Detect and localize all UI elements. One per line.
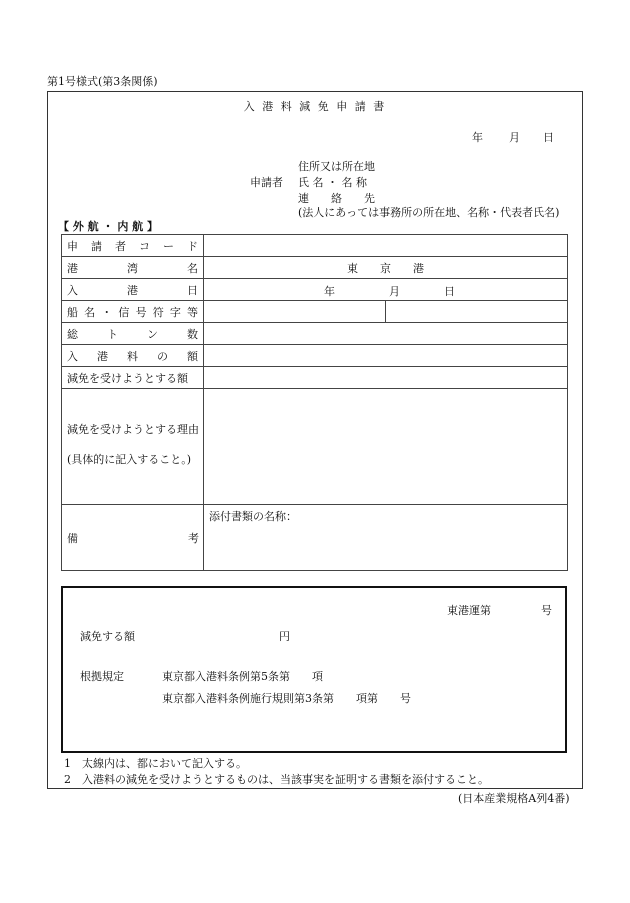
entry-date-label: 入 港 日 — [67, 283, 198, 297]
note-2: 2 入港料の減免を受けようとするものは、当該事実を証明する書類を添付すること。 — [64, 773, 489, 786]
form-number: 第1号様式(第3条関係) — [47, 75, 158, 88]
table-row — [62, 235, 568, 257]
fee-label-cell — [62, 345, 204, 367]
reason-label: 減免を受けようとする理由 — [67, 423, 199, 436]
basis-line-2: 東京都入港料条例施行規則第3条第 項第 号 — [162, 692, 411, 705]
section-label: 【 外 航 ・ 内 航 】 — [58, 220, 158, 233]
official-use-box — [61, 586, 567, 753]
table-row — [62, 367, 568, 389]
table-row — [62, 323, 568, 345]
tonnage-label: 総 ト ン 数 — [67, 327, 198, 341]
reason-note: (具体的に記入すること。) — [67, 453, 192, 466]
entry-date-field[interactable] — [204, 279, 568, 301]
signal-code-field[interactable] — [386, 301, 568, 323]
remarks-label: 備 考 — [62, 505, 204, 571]
reference-suffix: 号 — [541, 604, 552, 617]
date-year: 年 — [472, 131, 483, 144]
footer-standard: (日本産業規格A列4番) — [458, 792, 570, 805]
applicant-contact-label: 連 絡 先 — [298, 192, 375, 205]
code-label-cell — [62, 235, 204, 257]
ship-label: 船 名 ・ 信 号 符 字 等 — [67, 305, 198, 319]
port-label: 港 湾 名 — [67, 261, 198, 275]
port-value: 東 京 港 — [204, 257, 568, 279]
table-row — [62, 345, 568, 367]
code-field[interactable] — [204, 235, 568, 257]
applicant-note: (法人にあっては事務所の所在地、名称・代表者氏名) — [298, 206, 560, 219]
basis-label: 根拠規定 — [80, 670, 124, 683]
exemption-amount-field[interactable] — [204, 367, 568, 389]
amount-label: 減免する額 — [80, 630, 135, 643]
reference-prefix: 東港運第 — [447, 604, 491, 617]
table-row — [62, 301, 568, 323]
ship-name-field[interactable] — [204, 301, 386, 323]
applicant-address-label: 住所又は所在地 — [298, 160, 375, 173]
table-row — [62, 257, 568, 279]
table-row — [62, 279, 568, 301]
code-label: 申 請 者 コ ー ド — [67, 239, 198, 253]
date-month: 月 — [509, 131, 520, 144]
entry-month: 月 — [389, 284, 400, 298]
entry-day: 日 — [444, 284, 455, 298]
reason-label-cell — [62, 389, 204, 505]
tonnage-label-cell — [62, 323, 204, 345]
application-table — [61, 234, 568, 571]
table-row — [62, 389, 568, 505]
ship-label-cell — [62, 301, 204, 323]
basis-line-1: 東京都入港料条例第5条第 項 — [162, 670, 323, 683]
entry-date-label-cell — [62, 279, 204, 301]
fee-label: 入 港 料 の 額 — [67, 349, 198, 363]
note-1: 1 太線内は、都において記入する。 — [64, 757, 247, 770]
port-label-cell — [62, 257, 204, 279]
applicant-label: 申請者 — [250, 176, 283, 189]
entry-year: 年 — [324, 284, 335, 298]
amount-unit: 円 — [279, 630, 290, 643]
tonnage-field[interactable] — [204, 323, 568, 345]
table-row — [62, 505, 568, 571]
exemption-amount-label: 減免を受けようとする額 — [62, 367, 204, 389]
attachment-label: 添付書類の名称： — [209, 510, 297, 523]
applicant-name-label: 氏 名 ・ 名 称 — [298, 176, 367, 189]
fee-field[interactable] — [204, 345, 568, 367]
page-title: 入 港 料 減 免 申 請 書 — [243, 100, 387, 113]
reason-field[interactable] — [204, 389, 568, 505]
date-day: 日 — [543, 131, 554, 144]
remarks-field[interactable] — [204, 505, 568, 571]
